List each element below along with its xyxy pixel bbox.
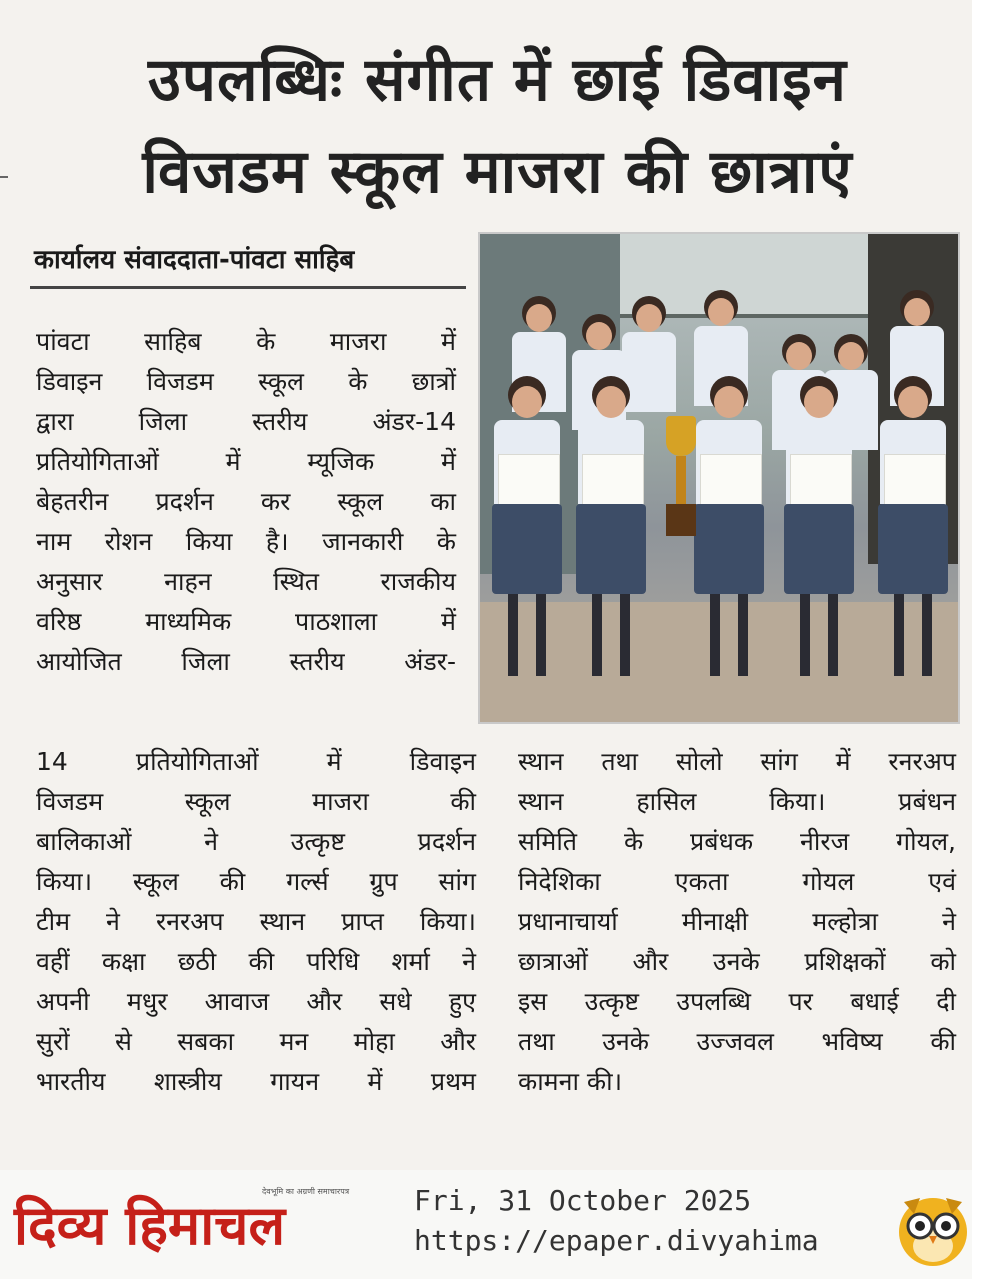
owl-mascot-icon xyxy=(894,1180,972,1270)
byline: कार्यालय संवाददाता-पांवटा साहिब xyxy=(34,245,355,275)
article-line: टीम ने रनरअप स्थान प्राप्त किया। xyxy=(36,907,476,936)
article-line: विजडम स्कूल माजरा की xyxy=(36,787,476,816)
article-line: 14 प्रतियोगिताओं में डिवाइन xyxy=(36,747,476,776)
article-line: बेहतरीन प्रदर्शन कर स्कूल का xyxy=(36,487,456,516)
article-line: छात्राओं और उनके प्रशिक्षकों को xyxy=(518,947,956,976)
article-line: द्वारा जिला स्तरीय अंडर-14 xyxy=(36,407,456,436)
headline-line-2: विजडम स्कूल माजरा की छात्राएं xyxy=(142,137,853,207)
group-photo xyxy=(478,232,960,724)
margin-tick xyxy=(0,176,8,178)
article-line: नाम रोशन किया है। जानकारी के xyxy=(36,527,456,556)
article-line: डिवाइन विजडम स्कूल के छात्रों xyxy=(36,367,456,396)
article-line: अनुसार नाहन स्थित राजकीय xyxy=(36,567,456,596)
newspaper-logo: दिव्य हिमाचल xyxy=(14,1193,286,1257)
byline-box xyxy=(30,232,466,289)
article-line: इस उत्कृष्ट उपलब्धि पर बधाई दी xyxy=(518,987,956,1016)
epaper-url[interactable]: https://epaper.divyahima xyxy=(414,1224,819,1257)
article-line: कामना की। xyxy=(518,1067,623,1096)
logo-tagline: देवभूमि का अग्रणी समाचारपत्र xyxy=(262,1187,350,1196)
article-line: आयोजित जिला स्तरीय अंडर- xyxy=(36,647,456,676)
article-line: वहीं कक्षा छठी की परिधि शर्मा ने xyxy=(36,947,476,976)
article-line: निदेशिका एकता गोयल एवं xyxy=(518,867,956,896)
article-line: प्रतियोगिताओं में म्यूजिक में xyxy=(36,447,456,476)
article-line: स्थान हासिल किया। प्रबंधन xyxy=(518,787,956,816)
article-line: समिति के प्रबंधक नीरज गोयल, xyxy=(518,827,956,856)
article-line: भारतीय शास्त्रीय गायन में प्रथम xyxy=(36,1067,476,1096)
article-column-3 xyxy=(518,742,956,1102)
edition-date: Fri, 31 October 2025 xyxy=(414,1184,752,1217)
article-line: तथा उनके उज्जवल भविष्य की xyxy=(518,1027,956,1056)
article-column-2 xyxy=(36,742,476,1102)
article-line: प्रधानाचार्या मीनाक्षी मल्होत्रा ने xyxy=(518,907,956,936)
trophy-icon xyxy=(666,416,696,536)
page-edge xyxy=(972,0,987,1279)
article-line: वरिष्ठ माध्यमिक पाठशाला में xyxy=(36,607,456,636)
article-line: अपनी मधुर आवाज और सधे हुए xyxy=(36,987,476,1016)
article-line: बालिकाओं ने उत्कृष्ट प्रदर्शन xyxy=(36,827,476,856)
article-line: सुरों से सबका मन मोहा और xyxy=(36,1027,476,1056)
article-line: स्थान तथा सोलो सांग में रनरअप xyxy=(518,747,956,776)
article-column-1 xyxy=(36,322,456,682)
article-line: किया। स्कूल की गर्ल्स ग्रुप सांग xyxy=(36,867,476,896)
article-line: पांवटा साहिब के माजरा में xyxy=(36,327,456,356)
headline-line-1: उपलब्धिः संगीत में छाई डिवाइन xyxy=(148,45,847,115)
